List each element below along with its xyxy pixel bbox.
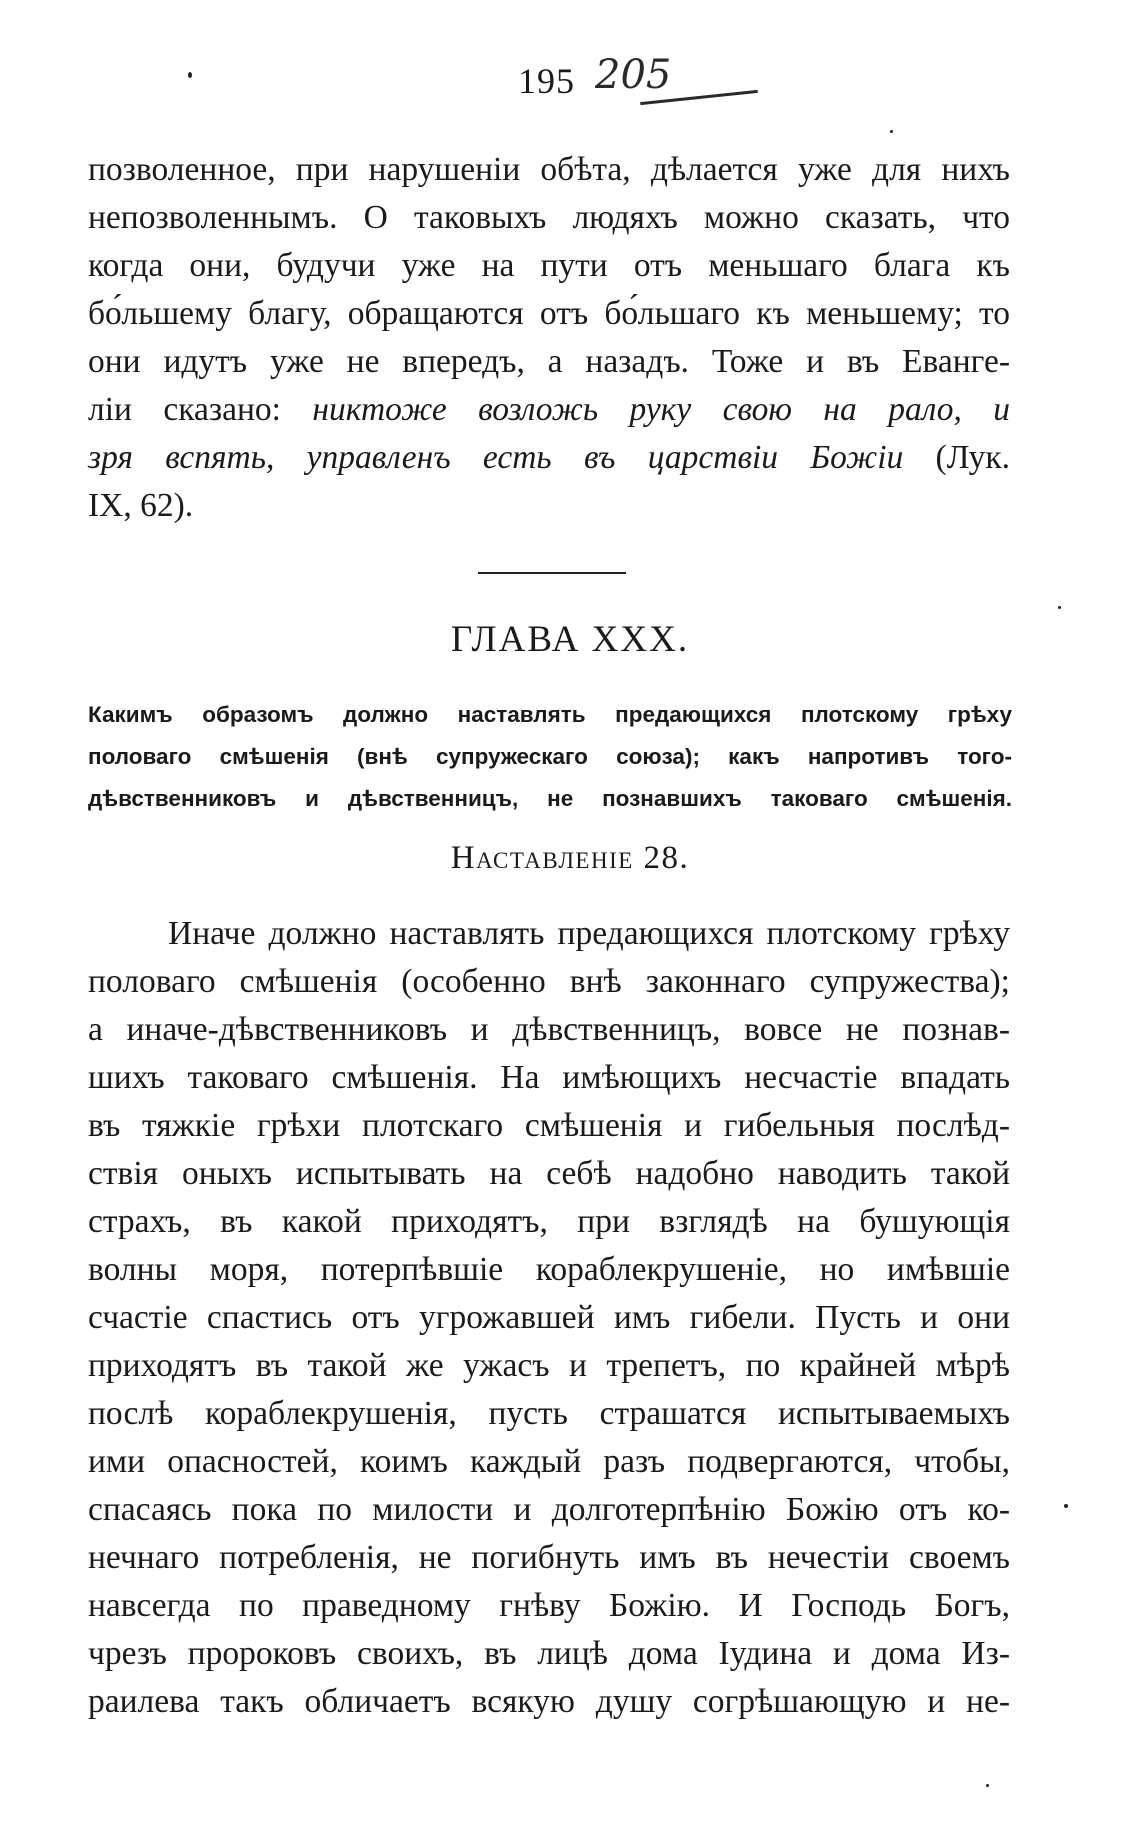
- text-segment: ліи сказано:: [88, 391, 313, 428]
- text-line: нечнаго потребленія, не погибнуть имъ въ нечестіи своемъ: [88, 1539, 1010, 1576]
- summary-line: Какимъ образомъ должно наставлять предающихся плотскому грѣху: [88, 702, 1012, 727]
- text-line: Иначе должно наставлять предающихся плотскому грѣху: [168, 915, 1010, 952]
- text-line: непозволеннымъ. О таковыхъ людяхъ можно сказать, что: [88, 199, 1010, 236]
- chapter-title: ГЛАВА XXX.: [450, 619, 690, 660]
- text-line: половаго смѣшенія (особенно внѣ законнаго супружества);: [88, 963, 1010, 1000]
- page-header: [0, 52, 1140, 112]
- text-line: страхъ, въ какой приходятъ, при взглядѣ на бушующія: [88, 1203, 1010, 1240]
- summary-line: половаго смѣшенія (внѣ супружескаго союза); какъ напротивъ того-: [88, 744, 1012, 769]
- print-speck: [1058, 606, 1061, 609]
- scripture-quote: никтоже возложь руку свою на рало, и: [312, 391, 1011, 428]
- scripture-quote: зря вспять, управленъ есть въ царствіи Божіи: [88, 439, 904, 476]
- opening-paragraph: [88, 146, 1010, 530]
- text-line: приходятъ въ такой же ужасъ и трепетъ, по крайней мѣрѣ: [88, 1347, 1010, 1384]
- print-speck: [986, 1784, 989, 1787]
- text-line: [88, 434, 1010, 482]
- page-number: 195: [518, 61, 575, 101]
- print-speck: [890, 130, 893, 133]
- text-line: а иначе-дѣвственниковъ и дѣвственницъ, вовсе не познав-: [88, 1011, 1010, 1048]
- text-line: они идутъ уже не впередъ, а назадъ. Тоже и въ Еванге-: [88, 343, 1010, 380]
- text-line: чрезъ пророковъ своихъ, въ лицѣ дома Іудина и дома Из-: [88, 1635, 1010, 1672]
- text-line: позволенное, при нарушеніи обѣта, дѣлается уже для нихъ: [88, 151, 1010, 188]
- text-line: [88, 386, 1010, 434]
- instruction-heading: Наставленіе 28.: [450, 840, 690, 876]
- text-line: когда они, будучи уже на пути отъ меньшаго блага къ: [88, 247, 1010, 284]
- section-divider: [478, 572, 626, 574]
- text-line: шихъ таковаго смѣшенія. На имѣющихъ несчастіе впадать: [88, 1059, 1010, 1096]
- text-line: IX, 62).: [88, 487, 194, 524]
- chapter-summary: [88, 694, 1012, 820]
- text-line: въ тяжкіе грѣхи плотскаго смѣшенія и гибельныя послѣд-: [88, 1107, 1010, 1144]
- text-line: счастіе спастись отъ угрожавшей имъ гибели. Пусть и они: [88, 1299, 1010, 1336]
- summary-line: дѣвственниковъ и дѣвственницъ, не познавшихъ таковаго смѣшенія.: [88, 786, 1012, 811]
- print-speck: [1064, 1504, 1068, 1508]
- text-line: волны моря, потерпѣвшіе кораблекрушеніе, но имѣвшіе: [88, 1251, 1010, 1288]
- handwritten-page-number: 205: [595, 52, 672, 98]
- text-line: послѣ кораблекрушенія, пусть страшатся испытываемыхъ: [88, 1395, 1010, 1432]
- text-segment: (Лук.: [903, 439, 1010, 476]
- text-line: ствія оныхъ испытывать на себѣ надобно наводить такой: [88, 1155, 1010, 1192]
- text-line: раилева такъ обличаетъ всякую душу согрѣшающую и не-: [88, 1683, 1010, 1720]
- body-paragraph: [88, 910, 1010, 1726]
- text-line: навсегда по праведному гнѣву Божію. И Господь Богъ,: [88, 1587, 1010, 1624]
- text-line: спасаясь пока по милости и долготерпѣнію Божію отъ ко-: [88, 1491, 1010, 1528]
- text-line: ими опасностей, коимъ каждый разъ подвергаются, чтобы,: [88, 1443, 1010, 1480]
- text-line: бо́льшему благу, обращаются отъ бо́льшаго къ меньшему; то: [88, 295, 1010, 332]
- print-speck: [188, 72, 192, 78]
